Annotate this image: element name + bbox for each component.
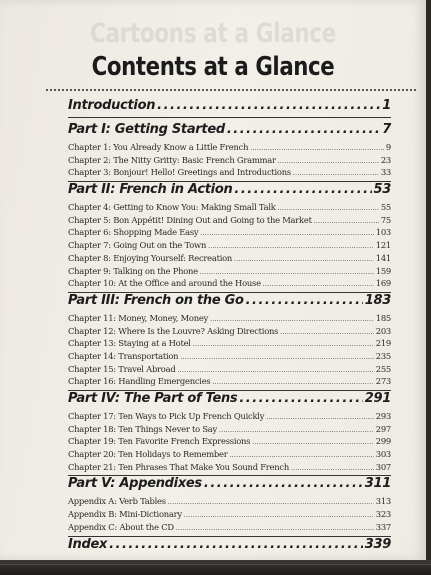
toc-chapter-entry: [68, 338, 391, 351]
dot-leader: [252, 436, 374, 446]
toc-page-number: 323: [375, 509, 391, 520]
toc-entry-label: Chapter 17: Ten Ways to Pick Up French Quickly: [68, 411, 265, 421]
toc-page-number: 183: [364, 292, 391, 308]
dot-leader: [293, 167, 379, 177]
toc-chapter-entry: [68, 522, 391, 535]
dot-leader: [234, 182, 371, 197]
toc-entry-label: Chapter 15: Travel Abroad: [68, 363, 176, 374]
toc-chapter-entry: [68, 376, 391, 389]
toc-chapter-entry: [68, 424, 391, 437]
toc-chapter-entry: [68, 313, 391, 326]
toc-chapter-entry: [68, 202, 391, 215]
toc-entry-label: Chapter 7: Going Out on the Town: [68, 240, 207, 251]
page-title: Contents at a Glance: [91, 52, 335, 82]
dot-leader: [234, 253, 374, 263]
toc-chapter-entry: [68, 167, 391, 180]
toc-page-number: 1: [382, 98, 391, 113]
toc-page-number: 185: [375, 312, 391, 323]
dot-leader: [109, 537, 363, 552]
dotted-title-rule: [46, 89, 416, 91]
toc-entry-label: Chapter 2: The Nitty Gritty: Basic French Grammar: [68, 154, 276, 165]
dot-leader: [219, 424, 374, 434]
toc-page-number: 303: [375, 449, 391, 460]
toc-page-number: 23: [380, 154, 391, 165]
dot-leader: [177, 364, 373, 374]
toc-entry-label: Chapter 12: Where Is the Louvre? Asking Directions: [68, 325, 279, 336]
toc-introduction: [68, 98, 391, 118]
dot-leader: [157, 98, 380, 113]
toc-page-number: 55: [380, 202, 391, 213]
toc-part-heading: [68, 391, 391, 411]
dot-leader: [229, 449, 373, 459]
toc-parts: [68, 122, 391, 537]
toc-entry-label: Part III: French on the Go: [68, 292, 244, 308]
toc-entry-label: Chapter 16: Handling Emergencies: [68, 376, 211, 387]
toc-page-number: 33: [380, 167, 391, 178]
toc-page-number: 313: [375, 496, 391, 507]
toc-page-number: 121: [375, 240, 391, 251]
toc-entry-label: Appendix B: Mini-Dictionary: [68, 509, 182, 520]
dot-leader: [208, 240, 374, 250]
toc-entry-label: Chapter 11: Money, Money, Money: [68, 312, 209, 323]
toc-page-number: 75: [380, 214, 391, 225]
toc-entry-label: Chapter 10: At the Office and around the House: [68, 278, 261, 289]
dot-leader: [227, 122, 380, 137]
toc-chapter-entry: [68, 436, 391, 449]
toc-part-heading: [68, 293, 391, 313]
toc-page-number: 9: [385, 142, 391, 152]
dot-leader: [239, 391, 362, 406]
dot-leader: [204, 476, 363, 491]
toc-entry-label: Chapter 6: Shopping Made Easy: [68, 227, 199, 238]
toc-page-number: 235: [375, 350, 391, 361]
toc-page-number: 53: [373, 182, 391, 198]
show-through-heading: Cartoons at a Glance: [90, 18, 336, 49]
table-of-contents: [68, 98, 391, 557]
toc-entry-label: Chapter 4: Getting to Know You: Making Small Talk: [68, 202, 276, 213]
dot-leader: [280, 326, 374, 336]
toc-entry-label: Chapter 13: Staying at a Hotel: [68, 338, 191, 349]
toc-part-heading: [68, 182, 391, 202]
toc-page-number: 255: [375, 363, 391, 374]
toc-page-number: 299: [375, 436, 391, 447]
toc-entry-label: Chapter 21: Ten Phrases That Make You Sound French: [68, 461, 289, 472]
toc-entry-label: Appendix A: Verb Tables: [68, 496, 166, 507]
dot-leader: [184, 509, 374, 519]
dot-leader: [263, 278, 374, 288]
toc-page-number: 7: [382, 122, 391, 137]
toc-part-heading: [68, 476, 391, 496]
toc-entry-label: Chapter 14: Transportation: [68, 350, 179, 361]
dot-leader: [278, 155, 379, 165]
toc-entry-label: Chapter 19: Ten Favorite French Expressions: [68, 436, 251, 447]
toc-page-number: 103: [375, 227, 391, 238]
toc-entry-label: Chapter 3: Bonjour! Hello! Greetings and Introductions: [68, 167, 291, 178]
dot-leader: [193, 338, 374, 348]
toc-chapter-entry: [68, 496, 391, 509]
toc-page-number: 297: [375, 423, 391, 434]
dot-leader: [246, 293, 363, 308]
toc-chapter-entry: [68, 240, 391, 253]
toc-chapter-entry: [68, 509, 391, 522]
toc-chapter-entry: [68, 253, 391, 266]
dot-leader: [200, 227, 373, 237]
dot-leader: [278, 202, 379, 212]
dot-leader: [212, 376, 373, 386]
dot-leader: [291, 462, 374, 472]
toc-entry-label: Part V: Appendixes: [68, 476, 202, 492]
dot-leader: [266, 411, 374, 421]
toc-entry-label: Part IV: The Part of Tens: [68, 391, 238, 406]
toc-chapter-entry: [68, 278, 391, 291]
toc-page-number: 273: [375, 376, 391, 387]
toc-chapter-entry: [68, 227, 391, 240]
dot-leader: [200, 266, 374, 276]
toc-entry-label: Part I: Getting Started: [68, 122, 225, 137]
toc-page-number: 339: [364, 536, 391, 552]
toc-page-number: 293: [375, 411, 391, 421]
toc-page-number: 141: [375, 252, 391, 263]
toc-page-number: 203: [375, 325, 391, 336]
toc-chapter-entry: [68, 155, 391, 168]
toc-entry-label: Chapter 18: Ten Things Never to Say: [68, 423, 218, 434]
toc-chapter-entry: [68, 462, 391, 475]
toc-entry-label: Chapter 9: Talking on the Phone: [68, 265, 198, 276]
dot-leader: [180, 351, 373, 361]
toc-entry-label: Introduction: [68, 98, 156, 113]
page-bottom-edge: [0, 560, 431, 575]
toc-page-number: 307: [375, 461, 391, 472]
dot-leader: [314, 215, 379, 225]
toc-chapter-entry: [68, 364, 391, 377]
toc-index: [68, 537, 391, 557]
toc-chapter-entry: [68, 411, 391, 424]
toc-entry-label: Index: [68, 536, 108, 552]
dot-leader: [250, 142, 384, 152]
toc-entry-label: Appendix C: About the CD: [68, 521, 174, 532]
toc-page-number: 337: [375, 521, 391, 532]
toc-chapter-entry: [68, 215, 391, 228]
toc-chapter-entry: [68, 326, 391, 339]
toc-page-number: 311: [364, 476, 391, 492]
toc-entry-label: Chapter 1: You Already Know a Little French: [68, 142, 249, 152]
dot-leader: [210, 313, 374, 323]
toc-entry-label: Part II: French in Action: [68, 182, 233, 198]
dot-leader: [168, 496, 374, 506]
toc-page-number: 159: [375, 265, 391, 276]
toc-chapter-entry: [68, 142, 391, 155]
toc-page-number: 169: [375, 278, 391, 289]
toc-entry-label: Chapter 8: Enjoying Yourself: Recreation: [68, 252, 233, 263]
dot-leader: [176, 522, 374, 532]
toc-entry-label: Chapter 20: Ten Holidays to Remember: [68, 449, 228, 460]
toc-chapter-entry: [68, 266, 391, 279]
toc-page-number: 291: [364, 391, 391, 406]
toc-part-heading: [68, 122, 391, 142]
toc-page-number: 219: [375, 338, 391, 349]
toc-entry-label: Chapter 5: Bon Appétit! Dining Out and Going to the Market: [68, 214, 312, 225]
toc-chapter-entry: [68, 449, 391, 462]
toc-chapter-entry: [68, 351, 391, 364]
